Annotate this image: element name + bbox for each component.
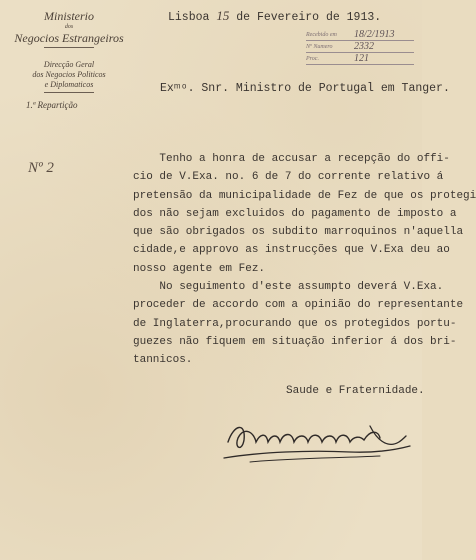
body-line: guezes não fiquem em situação inferior á dos bri- [133, 335, 457, 348]
letterhead-ministerio: Ministerio [44, 9, 94, 23]
stamp-proc-value: 121 [354, 53, 369, 64]
reception-stamp [306, 30, 414, 66]
recipient-address: Exᵐᵒ. Snr. Ministro de Portugal em Tanger. [160, 82, 450, 95]
stamp-row-numero [306, 42, 414, 53]
body-line: dos não sejam excluidos do pagamento de imposto a [133, 207, 457, 220]
dateline-rest: de Fevereiro de 1913. [236, 11, 382, 24]
letterhead-negocios: Negocios Estrangeiros [14, 31, 124, 45]
body-line: nosso agente em Fez. [133, 262, 266, 275]
stamp-numero-value: 2332 [354, 41, 374, 52]
body-line: No seguimento d'este assumpto deverá V.Exa. [133, 281, 444, 294]
letterhead [4, 10, 134, 111]
body-line: Tenho a honra de accusar a recepção do offi- [133, 153, 450, 165]
body-line: que são obrigados os subdito marroquinos n'aquella [133, 226, 464, 239]
letterhead-rule [44, 47, 94, 48]
stamp-row-proc [306, 54, 414, 65]
letterhead-direccao: Direcção Geral [43, 60, 95, 69]
body-line: pretensão da municipalidade de Fez de que os protegi [133, 189, 476, 202]
dateline-day: 15 [216, 8, 230, 23]
letterhead-dos-negocios: dos Negocios Politicos [32, 70, 106, 79]
dateline [168, 8, 381, 24]
letterhead-dos: dos [64, 24, 74, 30]
body-line: de Inglaterra,procurando que os protegidos portu- [133, 317, 457, 330]
letter-body [133, 150, 476, 370]
body-line: cio de V.Exa. no. 6 de 7 do corrente relativo á [133, 171, 444, 184]
stamp-proc-label: Proc. [306, 56, 319, 62]
letterhead-diplomaticos: e Diplomaticos [44, 80, 94, 89]
dateline-city: Lisboa [168, 11, 210, 24]
stamp-row-recebido [306, 30, 414, 41]
body-line: proceder de accordo com a opinião do representante [133, 299, 464, 312]
stamp-recebido-value: 18/2/1913 [354, 29, 395, 40]
body-line: tannicos. [133, 354, 193, 367]
stamp-recebido-label: Recebido em [306, 32, 337, 38]
document-number: Nº 2 [28, 160, 54, 176]
handwritten-signature [220, 412, 412, 468]
stamp-numero-label: Nº Numero [306, 44, 333, 50]
letterhead-rule-2 [44, 92, 94, 93]
body-line: cidade,e approvo as instrucções que V.Exa deu ao [133, 244, 450, 257]
letterhead-reparticao: 1.ª Repartição [26, 100, 78, 110]
closing-salutation: Saude e Fraternidade. [286, 385, 425, 397]
